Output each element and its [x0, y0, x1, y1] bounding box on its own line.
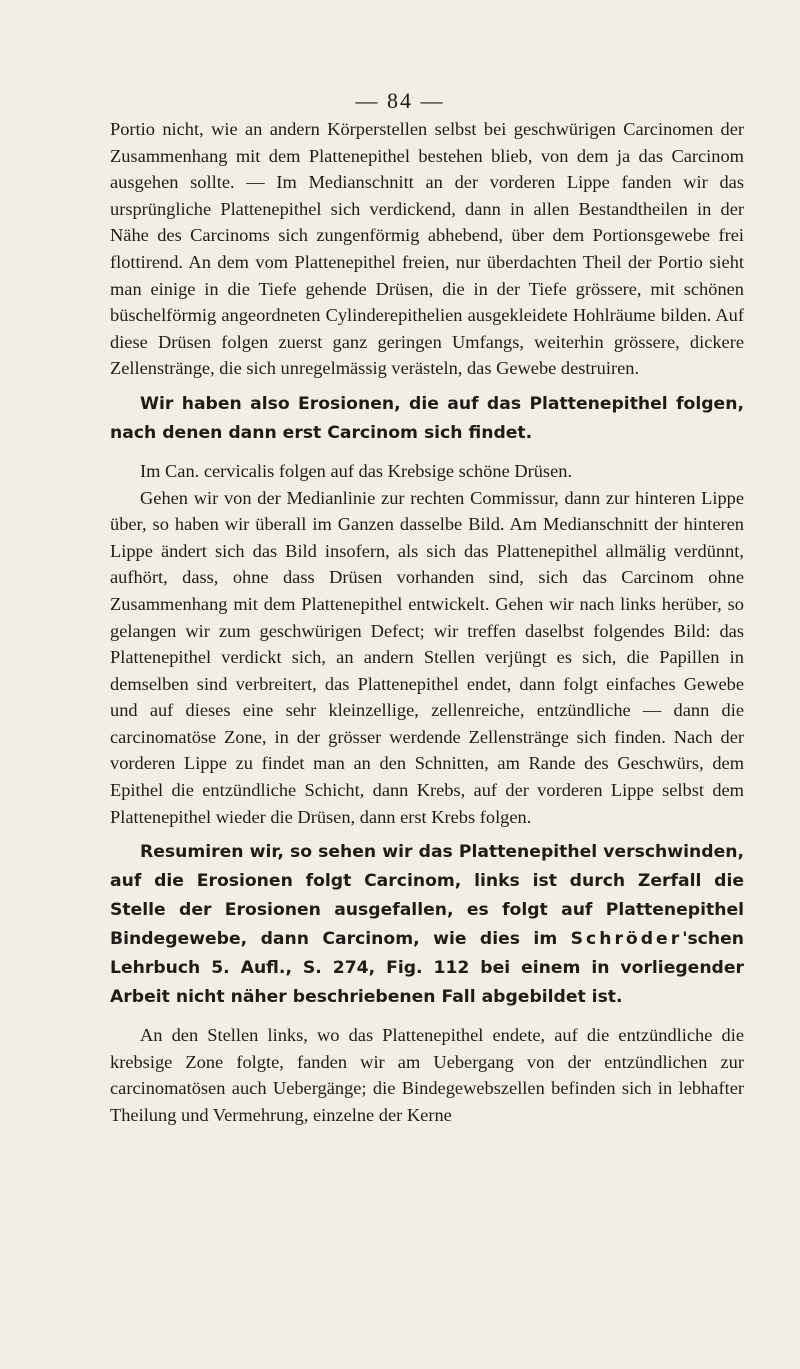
- paragraph-5-part-1: Resumiren wir, so sehen wir das Plattenepithel verschwinden, auf die Erosionen folgt Carcinom, links ist durch Zerfall die Stelle der Erosionen ausgefallen, es folgt auf Plattenepithel Bindegewebe, dann Carcinom, wie dies im: [110, 842, 744, 950]
- page-number: — 84 —: [355, 88, 445, 113]
- paragraph-2-emphasis: Wir haben also Erosionen, die auf das Plattenepithel folgen, nach denen dann erst Carcinom sich findet.: [110, 393, 744, 443]
- paragraph-6: An den Stellen links, wo das Plattenepithel endete, auf die entzündliche die krebsige Zone folgte, fanden wir am Uebergang von der entzündlichen zur carcinomatösen auch Uebergänge; die Bindegewebszellen befinden sich in lebhafter Theilung und Vermehrung, einzelne der Kerne: [110, 1025, 744, 1126]
- author-name-schroeder: Schröder: [570, 929, 683, 950]
- body-text: [110, 116, 744, 1129]
- paragraph-1: Portio nicht, wie an andern Körperstellen selbst bei geschwürigen Carcinomen der Zusammenhang mit dem Plattenepithel bestehen blieb, von dem ja das Carcinom ausgehen sollte. — Im Medianschnitt an der vorderen Lippe fanden wir das ursprüngliche Plattenepithel sich verdickend, dann in allen Bestandtheilen in der Nähe des Carcinoms sich zungenförmig abhebend, über dem Portionsgewebe frei flottirend. An dem vom Plattenepithel freien, nur überdachten Theil der Portio sieht man einige in die Tiefe gehende Drüsen, die in der Tiefe grössere, mit schönen büschelförmig angeordneten Cylinderepithelien ausgekleidete Hohlräume bilden. Auf diese Drüsen folgen zuerst ganz geringen Umfangs, weiterhin grössere, dickere Zellenstränge, die sich unregelmässig verästeln, das Gewebe destruiren.: [110, 119, 744, 379]
- paragraph-4: Gehen wir von der Medianlinie zur rechten Commissur, dann zur hinteren Lippe über, so haben wir überall im Ganzen dasselbe Bild. Am Medianschnitt der hinteren Lippe ändert sich das Bild insofern, als sich das Plattenepithel allmälig verdünnt, aufhört, dass, ohne dass Drüsen vorhanden sind, sich das Carcinom ohne Zusammenhang mit dem Plattenepithel entwickelt. Gehen wir nach links herüber, so gelangen wir zum geschwürigen Defect; wir treffen daselbst folgendes Bild: das Plattenepithel verdickt sich, an andern Stellen verjüngt es sich, die Papillen in demselben sind verbreitert, das Plattenepithel endet, dann folgt einfaches Gewebe und auf dieses eine sehr kleinzellige, zellenreiche, entzündliche — dann die carcinomatöse Zone, in der grösser werdende Zellenstränge sich finden. Nach der vorderen Lippe zu findet man an den Schnitten, am Rande des Geschwürs, dem Epithel die entzündliche Schicht, dann Krebs, auf der vorderen Lippe selbst dem Plattenepithel wieder die Drüsen, dann erst Krebs folgen.: [110, 487, 744, 827]
- paragraph-5-part-2: 'schen Lehrbuch 5. Aufl., S. 274, Fig. 112 bei einem in vorliegender Arbeit nicht näher beschriebenen Fall abgebildet ist.: [110, 929, 744, 1008]
- paragraph-5-emphasis: [110, 838, 744, 1012]
- paragraph-3: Im Can. cervicalis folgen auf das Krebsige schöne Drüsen.: [140, 460, 573, 481]
